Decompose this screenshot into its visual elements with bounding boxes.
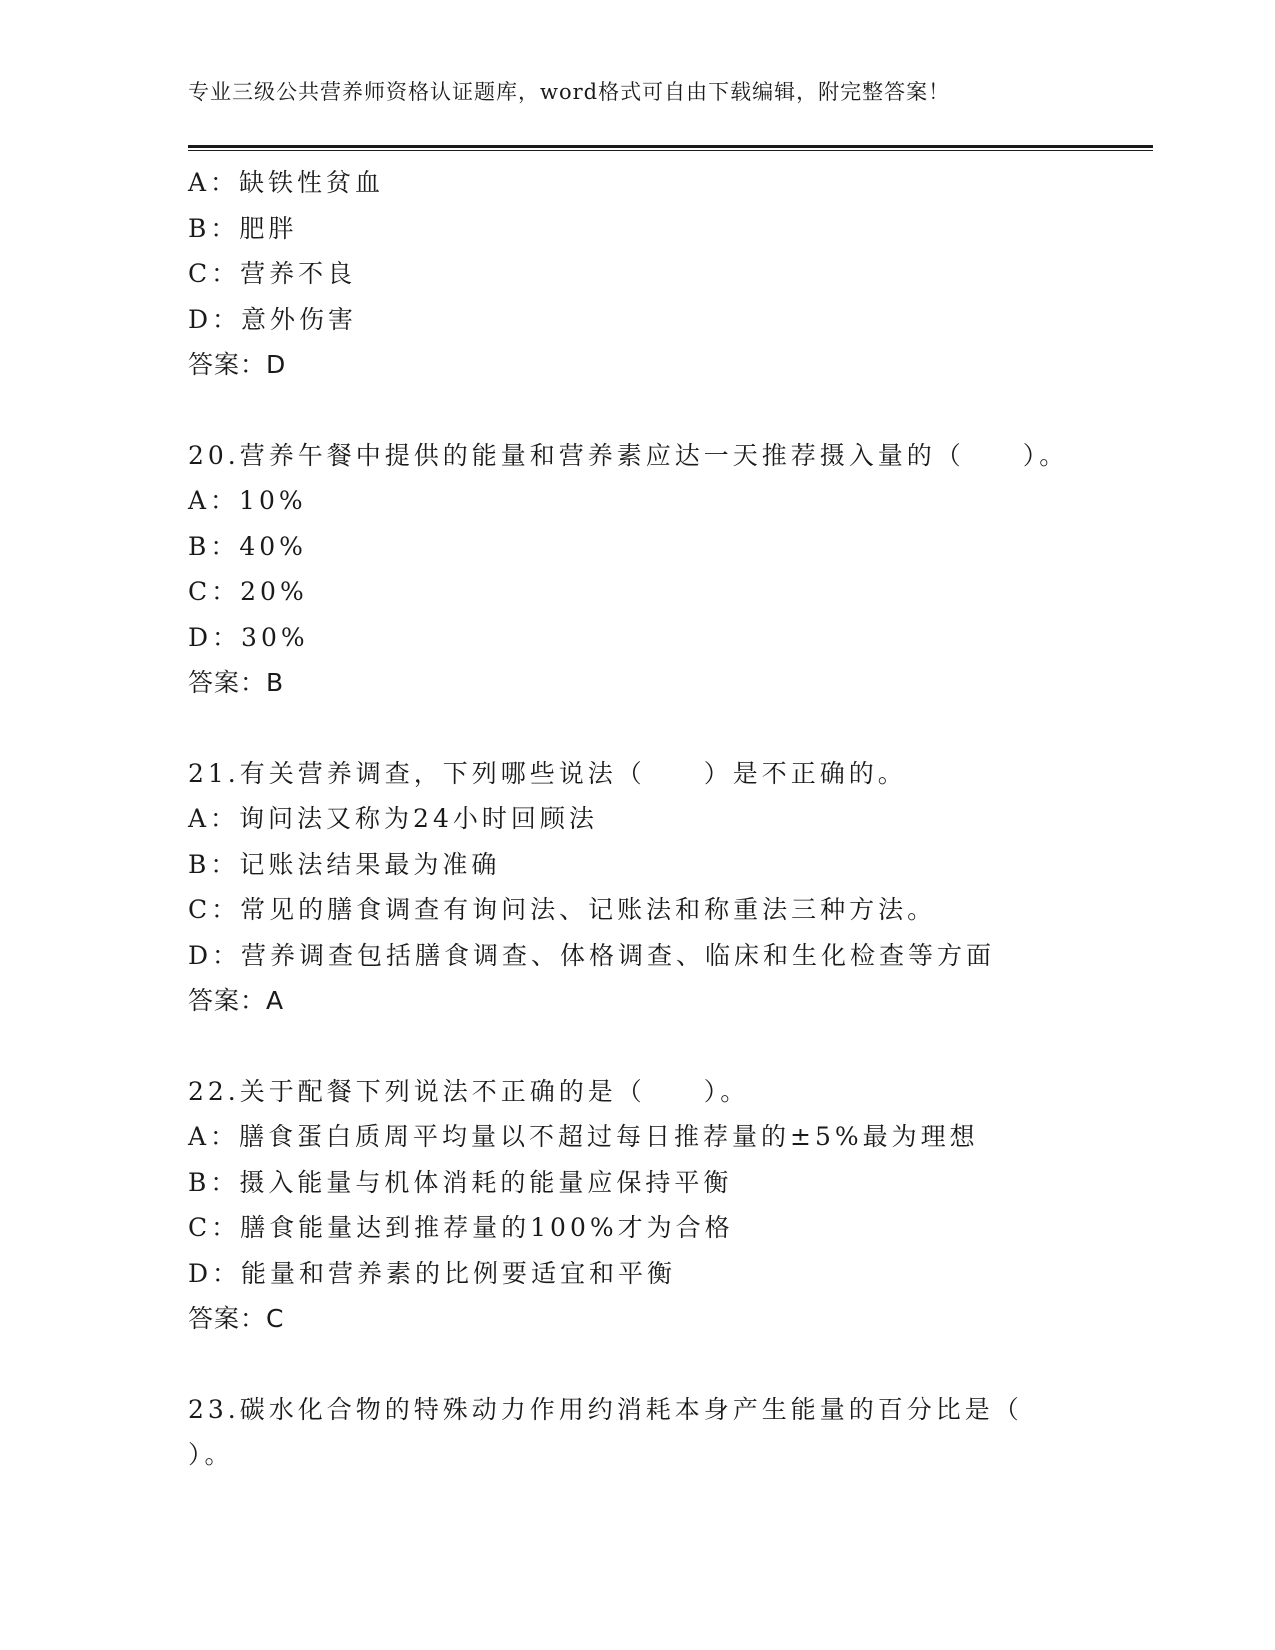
option-d: D：能量和营养素的比例要适宜和平衡 (188, 1258, 677, 1288)
option-b: B：肥胖 (188, 213, 298, 243)
option-d: D：30% (188, 622, 309, 652)
question-21-block (188, 751, 1153, 1024)
question-text: 20.营养午餐中提供的能量和营养素应达一天推荐摄入量的（ ）。 (188, 440, 1069, 470)
option-d: D：营养调查包括膳食调查、体格调查、临床和生化检查等方面 (188, 940, 996, 970)
spacer (188, 1342, 1153, 1387)
option-c: C：常见的膳食调查有询问法、记账法和称重法三种方法。 (188, 895, 937, 924)
answer-line: 答案：B (188, 668, 285, 697)
option-c: C：膳食能量达到推荐量的100%才为合格 (188, 1213, 734, 1242)
option-a: A：缺铁性贫血 (188, 168, 385, 197)
option-d: D：意外伤害 (188, 304, 358, 334)
option-c: C：营养不良 (188, 259, 357, 288)
option-a: A：10% (188, 486, 307, 515)
option-b: B：摄入能量与机体消耗的能量应保持平衡 (188, 1167, 733, 1197)
spacer (188, 706, 1153, 751)
header-rule-thick (188, 145, 1153, 148)
question-content (188, 160, 1153, 1478)
question-text: 23.碳水化合物的特殊动力作用约消耗本身产生能量的百分比是（ (188, 1394, 1023, 1424)
question-23-block (188, 1387, 1153, 1478)
page-header: 专业三级公共营养师资格认证题库，word格式可自由下载编辑，附完整答案！ (188, 80, 951, 104)
answer-line: 答案：C (188, 1304, 285, 1333)
question-19-block (188, 160, 1153, 388)
question-20-block (188, 433, 1153, 706)
answer-line: 答案：D (188, 350, 287, 379)
spacer (188, 1024, 1153, 1069)
answer-line: 答案：A (188, 986, 285, 1015)
option-b: B：40% (188, 531, 307, 561)
question-text: 22.关于配餐下列说法不正确的是（ ）。 (188, 1076, 750, 1106)
question-text: 21.有关营养调查，下列哪些说法（ ）是不正确的。 (188, 758, 907, 788)
option-a: A：膳食蛋白质周平均量以不超过每日推荐量的±5%最为理想 (188, 1122, 979, 1151)
option-b: B：记账法结果最为准确 (188, 849, 501, 879)
option-c: C：20% (188, 577, 308, 606)
spacer (188, 388, 1153, 433)
option-a: A：询问法又称为24小时回顾法 (188, 804, 598, 833)
header-rule-thin (188, 150, 1153, 151)
question-22-block (188, 1069, 1153, 1342)
question-text-continued: ）。 (188, 1440, 234, 1469)
